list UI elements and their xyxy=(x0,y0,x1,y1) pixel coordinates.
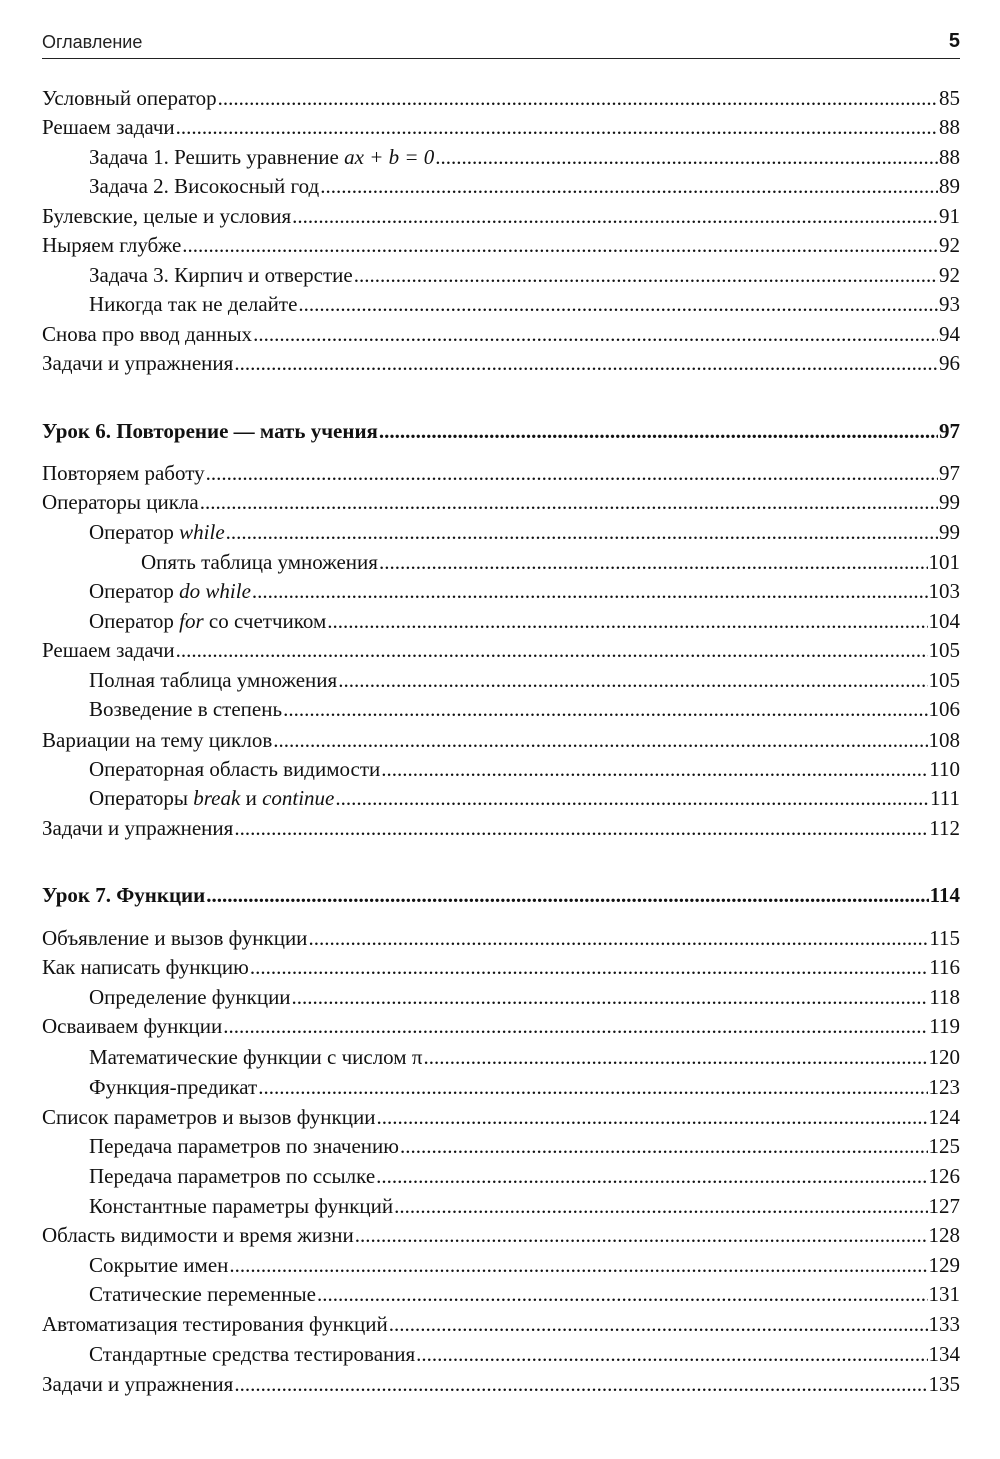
toc-entry-page: 114 xyxy=(929,883,960,907)
dot-leader xyxy=(253,320,938,348)
toc-entry xyxy=(42,1073,960,1101)
toc-entry-page: 96 xyxy=(939,351,960,375)
toc-entry xyxy=(42,636,960,664)
toc-entry xyxy=(42,1221,960,1249)
toc-entry xyxy=(42,231,960,259)
toc-entry xyxy=(42,983,960,1011)
toc-entry-title: Объявление и вызов функции xyxy=(42,926,308,950)
dot-leader xyxy=(283,695,927,723)
toc-entry-title: Стандартные средства тестирования xyxy=(89,1342,416,1366)
toc-entry-title: Булевские, целые и условия xyxy=(42,204,292,228)
toc-entry xyxy=(42,261,960,289)
toc-entry xyxy=(42,320,960,348)
toc-entry-page: 135 xyxy=(928,1372,960,1396)
toc-entry-page: 97 xyxy=(939,461,960,485)
toc-entry xyxy=(42,1310,960,1338)
toc-entry-title: Оператор for со счетчиком xyxy=(89,609,327,633)
toc-lesson-heading xyxy=(42,881,960,909)
dot-leader xyxy=(317,1280,928,1308)
toc-entry-page: 85 xyxy=(939,86,960,110)
toc-entry-page: 92 xyxy=(939,233,960,257)
toc-entry xyxy=(42,755,960,783)
toc-entry-title: Задачи и упражнения xyxy=(42,351,234,375)
toc-entry-title: Статические переменные xyxy=(89,1282,316,1306)
dot-leader xyxy=(335,784,929,812)
toc-entry xyxy=(42,349,960,377)
toc-entry-title: Список параметров и вызов функции xyxy=(42,1105,376,1129)
toc-entry-page: 111 xyxy=(930,786,960,810)
toc-entry-page: 101 xyxy=(928,550,960,574)
toc-entry-title: Определение функции xyxy=(89,985,291,1009)
toc-entry-title: Оператор while xyxy=(89,520,225,544)
dot-leader xyxy=(234,349,938,377)
dot-leader xyxy=(182,231,938,259)
dot-leader xyxy=(229,1251,927,1279)
toc-entry-page: 125 xyxy=(928,1134,960,1158)
toc-entry-page: 134 xyxy=(928,1342,960,1366)
dot-leader xyxy=(389,1310,928,1338)
toc-entry-page: 105 xyxy=(928,638,960,662)
toc-entry xyxy=(42,172,960,200)
toc-entry-title: Операторы break и continue xyxy=(89,786,335,810)
toc-entry-page: 99 xyxy=(939,520,960,544)
dot-leader xyxy=(423,1043,927,1071)
toc-entry xyxy=(42,1043,960,1071)
toc-entry xyxy=(42,666,960,694)
dot-leader xyxy=(234,814,928,842)
toc-entry-title: Возведение в степень xyxy=(89,697,283,721)
toc-entry xyxy=(42,202,960,230)
toc-entry-page: 106 xyxy=(928,697,960,721)
toc-entry xyxy=(42,577,960,605)
toc-entry xyxy=(42,726,960,754)
dot-leader xyxy=(379,417,938,445)
toc-entry-page: 103 xyxy=(928,579,960,603)
dot-leader xyxy=(338,666,927,694)
toc-entry-title: Функция-предикат xyxy=(89,1075,258,1099)
page-header xyxy=(42,28,960,59)
toc-entry-page: 119 xyxy=(929,1014,960,1038)
toc-entry-page: 120 xyxy=(928,1045,960,1069)
dot-leader xyxy=(200,488,938,516)
toc-entry-page: 92 xyxy=(939,263,960,287)
toc-entry-page: 115 xyxy=(929,926,960,950)
toc-entry-page: 89 xyxy=(939,174,960,198)
toc-entry xyxy=(42,1132,960,1160)
dot-leader xyxy=(273,726,927,754)
dot-leader xyxy=(226,518,938,546)
toc-entry-title: Оператор do while xyxy=(89,579,251,603)
dot-leader xyxy=(223,1012,928,1040)
dot-leader xyxy=(292,983,929,1011)
toc-entry-page: 123 xyxy=(928,1075,960,1099)
toc-entry-page: 112 xyxy=(929,816,960,840)
toc-entry xyxy=(42,290,960,318)
toc-entry-page: 124 xyxy=(928,1105,960,1129)
dot-leader xyxy=(206,459,938,487)
toc-entry xyxy=(42,953,960,981)
toc-entry-page: 118 xyxy=(929,985,960,1009)
toc-entry xyxy=(42,1103,960,1131)
toc-entry-title: Операторы цикла xyxy=(42,490,199,514)
toc-entry-page: 97 xyxy=(939,419,960,443)
toc-entry-title: Передача параметров по значению xyxy=(89,1134,399,1158)
toc-entry-title: Задача 1. Решить уравнение ax + b = 0 xyxy=(89,145,435,169)
toc-entry-page: 88 xyxy=(939,145,960,169)
toc-entry-page: 108 xyxy=(928,728,960,752)
toc-entry xyxy=(42,1162,960,1190)
toc-entry xyxy=(42,1280,960,1308)
toc-lesson-heading xyxy=(42,417,960,445)
dot-leader xyxy=(376,1103,927,1131)
toc-entry-title: Операторная область видимости xyxy=(89,757,381,781)
toc-entry-title: Опять таблица умножения xyxy=(141,550,378,574)
toc-entry-title: Ныряем глубже xyxy=(42,233,182,257)
toc-entry xyxy=(42,1340,960,1368)
toc-entry-title: Автоматизация тестирования функций xyxy=(42,1312,388,1336)
toc-entry xyxy=(42,143,960,171)
toc-entry-title: Повторяем работу xyxy=(42,461,205,485)
dot-leader xyxy=(320,172,938,200)
toc-entry-page: 127 xyxy=(928,1194,960,1218)
toc-entry-title: Область видимости и время жизни xyxy=(42,1223,354,1247)
toc-entry-title: Задача 2. Високосный год xyxy=(89,174,320,198)
toc-entry-title: Осваиваем функции xyxy=(42,1014,223,1038)
toc-entry xyxy=(42,84,960,112)
dot-leader xyxy=(298,290,938,318)
page-number: 5 xyxy=(948,30,960,52)
toc-entry xyxy=(42,695,960,723)
dot-leader xyxy=(327,607,927,635)
dot-leader xyxy=(435,143,938,171)
toc-entry xyxy=(42,548,960,576)
toc-entry-page: 93 xyxy=(939,292,960,316)
toc-entry xyxy=(42,459,960,487)
toc-entry-page: 94 xyxy=(939,322,960,346)
toc-entry xyxy=(42,607,960,635)
dot-leader xyxy=(354,261,938,289)
dot-leader xyxy=(234,1370,927,1398)
toc-entry-page: 133 xyxy=(928,1312,960,1336)
toc-entry-title: Задача 3. Кирпич и отверстие xyxy=(89,263,353,287)
toc-entry-title: Решаем задачи xyxy=(42,638,175,662)
toc-entry-page: 131 xyxy=(928,1282,960,1306)
toc-entry-title: Снова про ввод данных xyxy=(42,322,253,346)
dot-leader xyxy=(218,84,938,112)
toc-entry-title: Константные параметры функций xyxy=(89,1194,394,1218)
toc-entry-title: Никогда так не делайте xyxy=(89,292,298,316)
toc-entry-title: Полная таблица умножения xyxy=(89,668,338,692)
dot-leader xyxy=(400,1132,928,1160)
toc-entry-title: Решаем задачи xyxy=(42,115,175,139)
toc-entry-title: Задачи и упражнения xyxy=(42,1372,234,1396)
toc-entry-page: 129 xyxy=(928,1253,960,1277)
toc-entry-title: Как написать функцию xyxy=(42,955,249,979)
dot-leader xyxy=(394,1192,927,1220)
toc-entry-page: 105 xyxy=(928,668,960,692)
dot-leader xyxy=(206,881,928,909)
toc-entry-title: Задачи и упражнения xyxy=(42,816,234,840)
toc-entry-page: 126 xyxy=(928,1164,960,1188)
running-title: Оглавление xyxy=(42,32,143,52)
toc-entry-page: 128 xyxy=(928,1223,960,1247)
toc-entry xyxy=(42,1370,960,1398)
toc-entry-title: Передача параметров по ссылке xyxy=(89,1164,376,1188)
toc-entry-page: 91 xyxy=(939,204,960,228)
dot-leader xyxy=(250,953,928,981)
toc-entry-page: 88 xyxy=(939,115,960,139)
dot-leader xyxy=(355,1221,928,1249)
dot-leader xyxy=(258,1073,927,1101)
toc-entry xyxy=(42,518,960,546)
toc-entry xyxy=(42,488,960,516)
dot-leader xyxy=(381,755,928,783)
toc-entry xyxy=(42,1192,960,1220)
dot-leader xyxy=(379,548,928,576)
toc-entry-title: Урок 6. Повторение — мать учения xyxy=(42,419,378,443)
toc-entry-title: Урок 7. Функции xyxy=(42,883,206,907)
toc-entry xyxy=(42,1012,960,1040)
toc-entry-title: Математические функции с числом π xyxy=(89,1045,423,1069)
toc-entry-page: 116 xyxy=(929,955,960,979)
dot-leader xyxy=(252,577,928,605)
toc-entry-page: 99 xyxy=(939,490,960,514)
dot-leader xyxy=(376,1162,927,1190)
dot-leader xyxy=(176,636,928,664)
toc-entry xyxy=(42,784,960,812)
dot-leader xyxy=(308,924,928,952)
toc-entry-page: 110 xyxy=(929,757,960,781)
toc-entry-title: Условный оператор xyxy=(42,86,217,110)
toc-entry-page: 104 xyxy=(928,609,960,633)
toc-entry xyxy=(42,1251,960,1279)
toc-entry xyxy=(42,814,960,842)
toc-entry-title: Вариации на тему циклов xyxy=(42,728,273,752)
dot-leader xyxy=(176,113,938,141)
toc-entry xyxy=(42,924,960,952)
dot-leader xyxy=(292,202,938,230)
toc-entry xyxy=(42,113,960,141)
toc-entry-title: Сокрытие имен xyxy=(89,1253,229,1277)
dot-leader xyxy=(416,1340,927,1368)
